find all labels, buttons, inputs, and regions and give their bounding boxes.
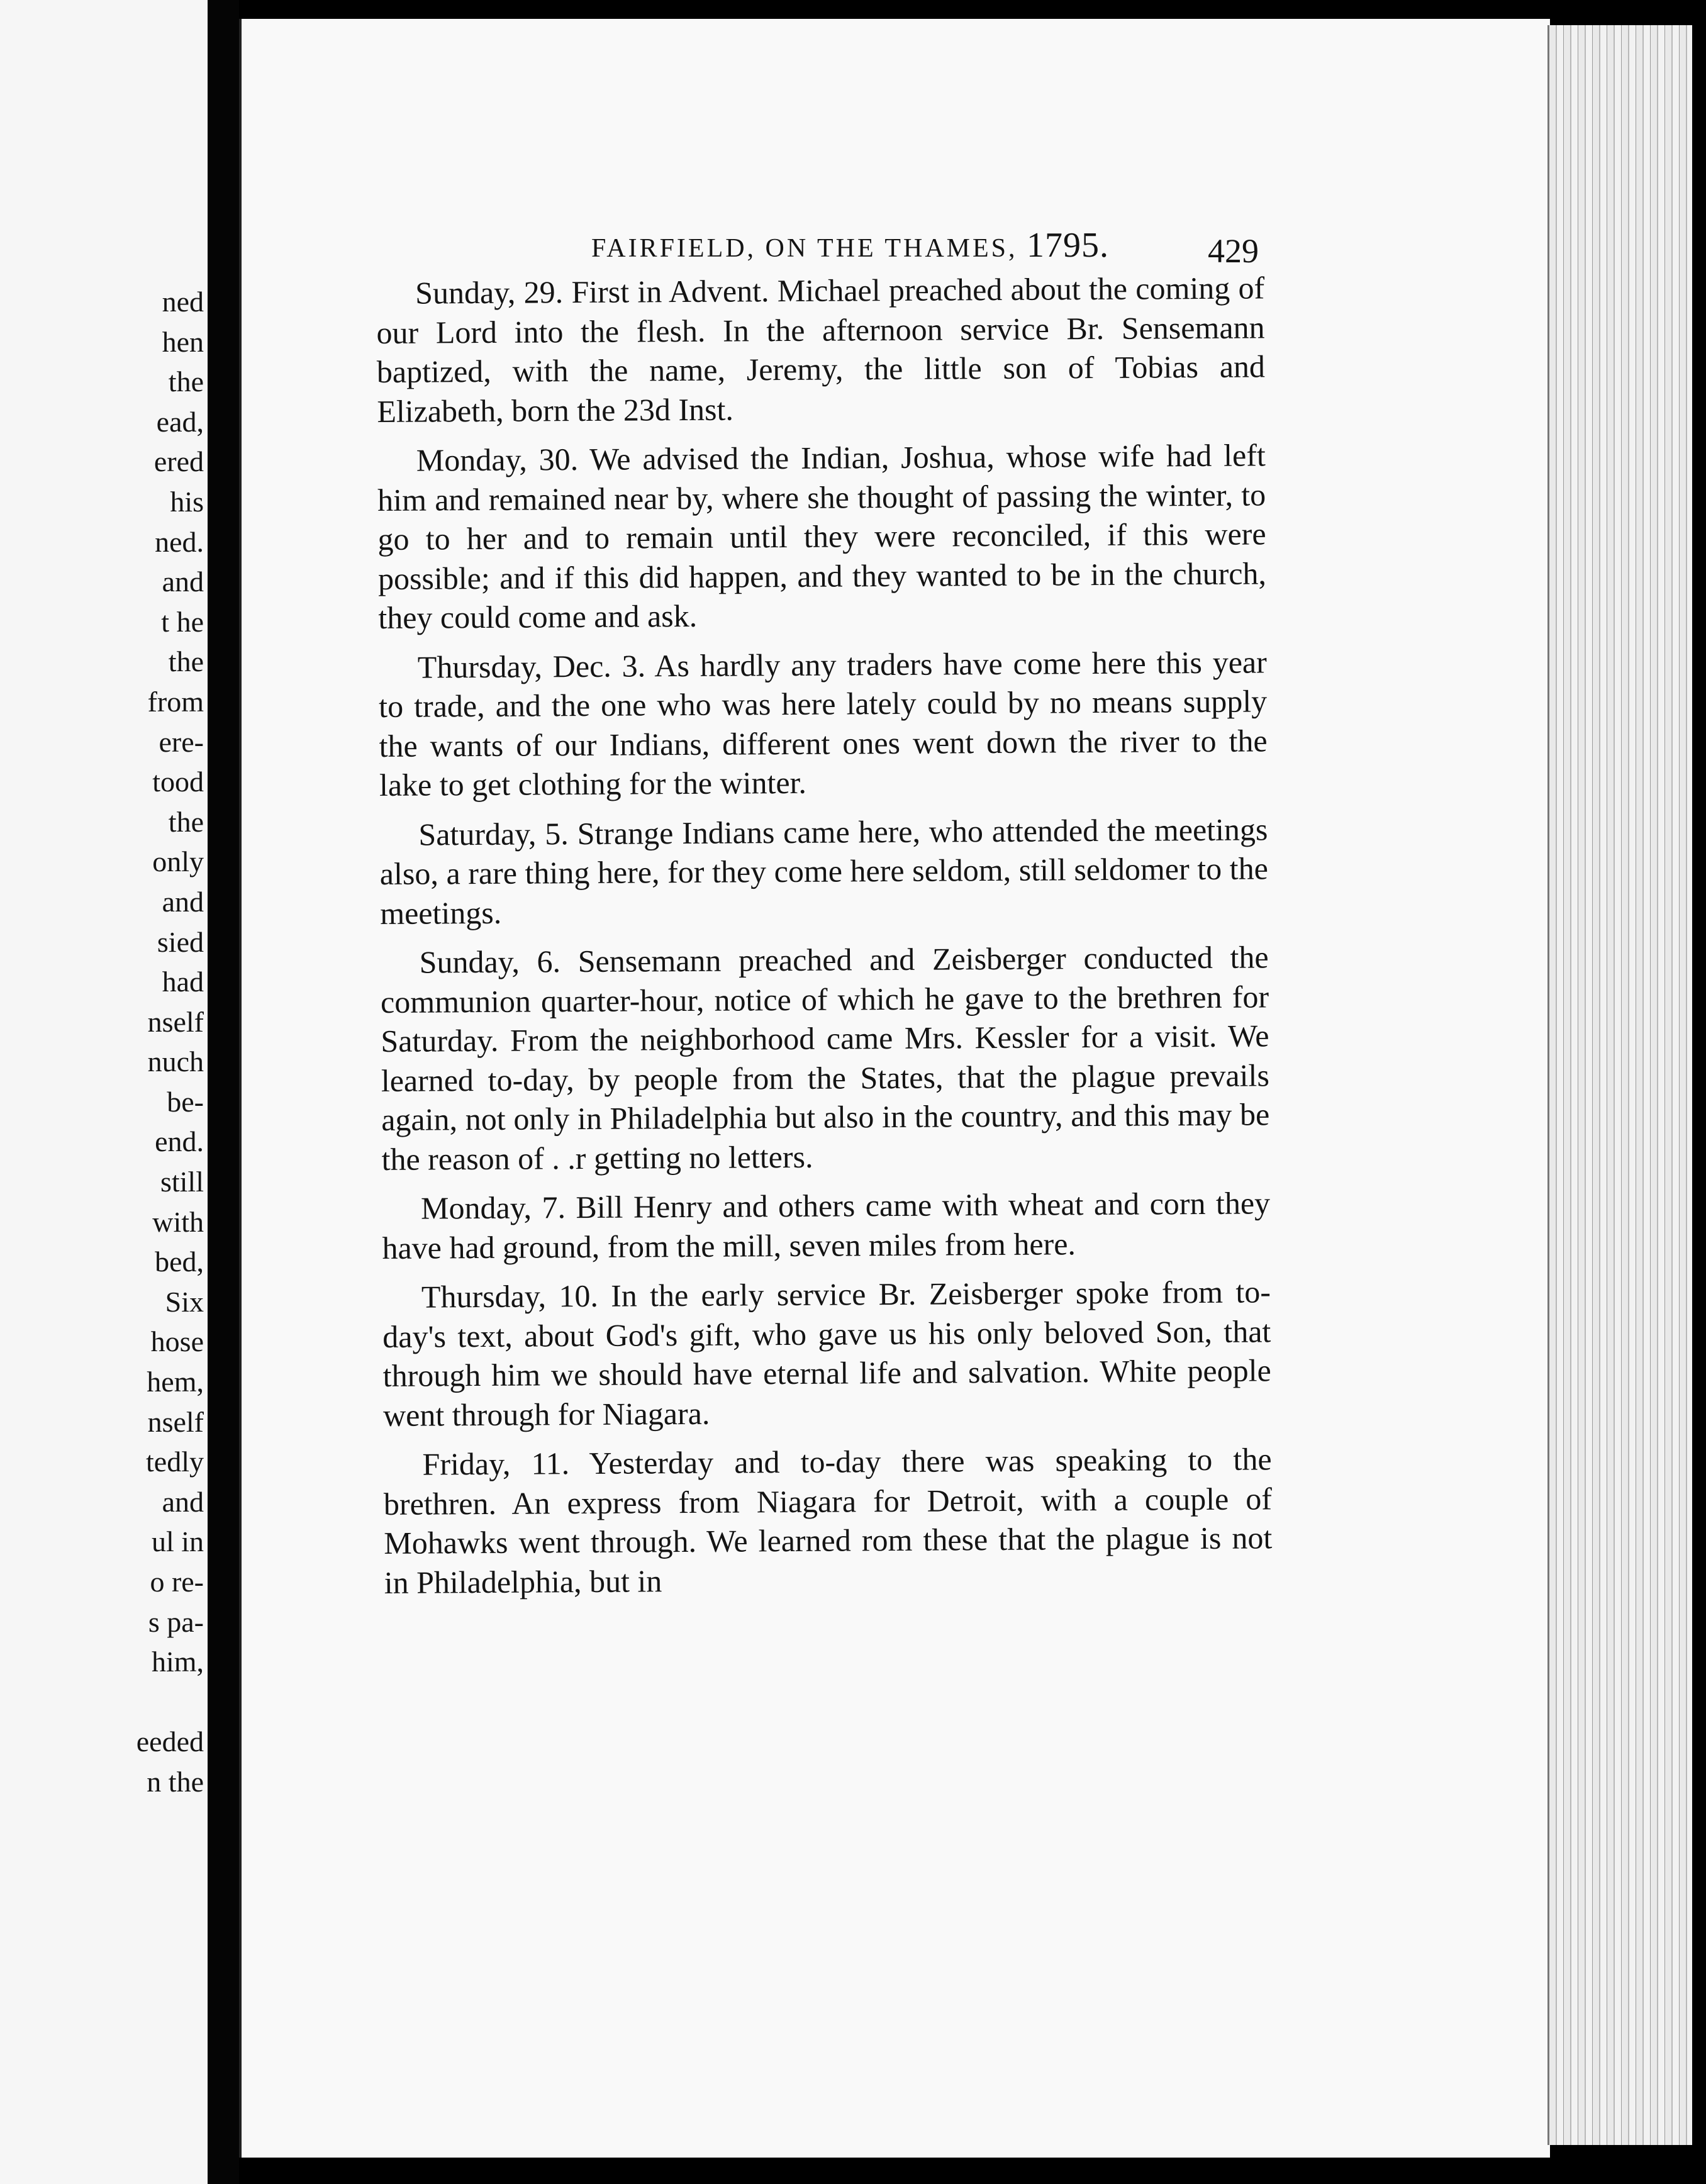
facing-line: t he [161,605,204,638]
diary-entry: Monday, 7. Bill Henry and others came with wheat and corn they have had ground, from the mill, seven miles from here. [382,1185,1271,1266]
facing-line: only [152,845,204,878]
facing-line: nself [147,1405,204,1438]
facing-page [0,0,208,2184]
facing-page-text [0,282,204,1802]
facing-line: hen [162,325,204,358]
facing-line: bed, [155,1245,204,1278]
facing-line: ere- [159,725,204,758]
facing-line: with [152,1205,204,1238]
facing-line: tood [152,766,204,798]
facing-line: his [170,485,204,518]
book-gutter [208,0,239,2184]
facing-line: ered [153,445,204,478]
facing-line: the [168,365,204,398]
diary-entry: Friday, 11. Yesterday and to-day there was speaking to the brethren. An express from Niagara for Detroit, with a couple of Mohawks went through. We learned rom these that the plague is not in Philadelphia, but in [383,1441,1273,1600]
facing-line: be- [167,1085,204,1118]
diary-entry: Sunday, 29. First in Advent. Michael preached about the coming of our Lord into the flesh. In the afternoon service Br. Sensemann baptized, with the name, Jeremy, the little son of Tobias and Elizabeth, born the 23d Inst. [376,270,1266,429]
facing-line: and [162,1485,204,1518]
facing-line: the [168,645,204,678]
facing-line: the [168,805,204,838]
facing-line: hose [150,1325,204,1358]
scan-border [1692,0,1706,2184]
facing-line: tedly [146,1446,204,1478]
facing-line: eeded [136,1725,204,1758]
diary-text [376,268,1273,1612]
diary-entry: Saturday, 5. Strange Indians came here, who attended the meetings also, a rare thing here, for they come here seldom, still seldomer to the meetings. [379,811,1268,931]
facing-line: end. [155,1125,204,1158]
facing-line: ead, [156,405,204,438]
diary-entry: Thursday, 10. In the early service Br. Zeisberger spoke from to-day's text, about God's gift, who gave us his only beloved Son, that through him we should have eternal life and salvation. White people went through for Niagara. [382,1274,1271,1433]
facing-line: still [160,1166,204,1198]
facing-line: ned [162,286,204,318]
diary-entry: Sunday, 6. Sensemann preached and Zeisberger conducted the communion quarter-hour, notice of which he gave to the brethren for Saturday. From the neighborhood came Mrs. Kessler for a visit. We learned to-day, by people from the States, that the plague prevails again, not only in Philadelphia but also in the country, and this may be the reason of . .r getting no letters. [380,939,1270,1177]
page-edges [1547,25,1694,2145]
diary-entry: Thursday, Dec. 3. As hardly any traders have come here this year to trade, and the one who was here lately could by no means supply the wants of our Indians, different ones went down the river to the lake to get clothing for the winter. [379,644,1268,803]
facing-line: from [147,685,204,718]
facing-line: n the [147,1765,204,1798]
running-year: 1795. [1027,226,1110,265]
facing-line: hem, [147,1366,204,1398]
facing-line: s pa- [148,1605,204,1638]
facing-line: ul in [151,1525,204,1558]
facing-line: him, [151,1646,204,1678]
facing-line: ned. [155,525,204,558]
facing-line: and [162,885,204,918]
facing-line [0,1682,204,1722]
running-title: FAIRFIELD, ON THE THAMES, [591,234,1018,263]
facing-line: Six [165,1285,204,1318]
diary-entry: Monday, 30. We advised the Indian, Joshua, whose wife had left him and remained near by, where she thought of passing the winter, to go to her and to remain until they were reconciled, if this were possible; and if this did happen, and they wanted to be in the church, they could come and ask. [377,437,1267,635]
facing-line: nself [147,1005,204,1038]
facing-line: had [162,966,204,998]
facing-line: sied [157,925,204,958]
page-number: 429 [1208,232,1259,270]
running-head [591,225,1110,265]
facing-line: and [162,566,204,598]
facing-line: o re- [150,1566,204,1598]
facing-line: nuch [147,1045,204,1078]
